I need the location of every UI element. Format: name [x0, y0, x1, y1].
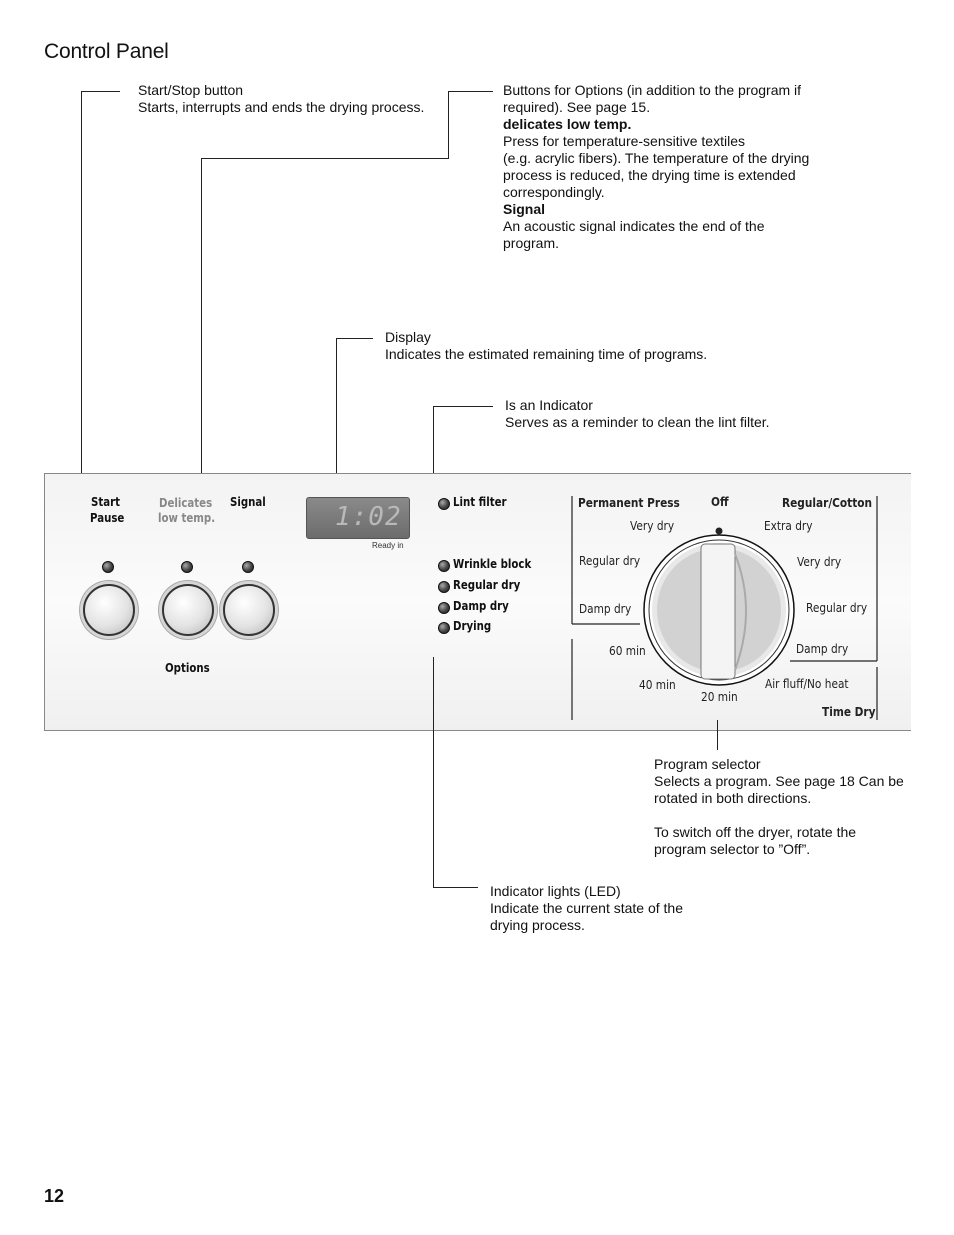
dial-60-min: 60 min: [609, 644, 646, 658]
callout-options-note: (in addition to the program if required). See page 15.: [503, 82, 802, 115]
program-selector-knob[interactable]: [644, 535, 794, 685]
callout-display-heading: Display: [385, 329, 431, 345]
dial-pp-damp-dry: Damp dry: [579, 602, 632, 616]
callout-start-stop: [138, 82, 458, 116]
callout-start-stop-heading: Start/Stop button: [138, 82, 244, 98]
dial-air-fluff: Air fluff/No heat: [765, 677, 849, 691]
dial-40-min: 40 min: [639, 678, 676, 692]
dial-regular-cotton: Regular/Cotton: [782, 496, 873, 510]
options-label: Options: [165, 661, 210, 675]
dial-permanent-press: Permanent Press: [578, 496, 680, 510]
callout-leds-heading: Indicator lights (LED): [490, 883, 621, 899]
callout-signal-text: An acoustic signal indicates the end of the program.: [503, 218, 765, 251]
dial-rc-damp-dry: Damp dry: [796, 642, 849, 656]
display-value: 1:02: [335, 502, 402, 532]
page-number: 12: [44, 1186, 65, 1206]
callout-indicator: [505, 397, 835, 431]
status-led-label: Damp dry: [453, 599, 509, 613]
start-label-2: Pause: [90, 511, 125, 525]
callout-options-heading: Buttons for Options: [503, 82, 623, 98]
callout-program-selector-heading: Program selector: [654, 756, 761, 772]
callout-display-text: Indicates the estimated remaining time of programs.: [385, 346, 708, 362]
callout-delicates-text-2: (e.g. acrylic fibers). The temperature of the drying process is reduced, the drying time is extended correspondingly.: [503, 150, 810, 200]
callout-leds-text: Indicate the current state of the drying process.: [490, 900, 684, 933]
display-sublabel: Ready in: [372, 541, 404, 550]
dial-rc-extra-dry: Extra dry: [764, 519, 813, 533]
callout-display: [385, 329, 785, 363]
dial-20-min: 20 min: [701, 690, 738, 704]
callout-delicates-heading: delicates low temp.: [503, 116, 632, 132]
delicates-label-2: low temp.: [158, 511, 216, 525]
callout-indicator-heading: Is an Indicator: [505, 397, 593, 413]
signal-label: Signal: [230, 495, 266, 509]
dial-rc-regular-dry: Regular dry: [806, 601, 868, 615]
status-led-label: Regular dry: [453, 578, 521, 592]
callout-options: [503, 82, 848, 252]
dial-time-dry: Time Dry: [822, 705, 876, 719]
lint-filter-label: Lint filter: [453, 495, 507, 509]
callout-program-selector-text-1: Selects a program. See page 18 Can be rotated in both directions.: [654, 773, 904, 806]
dial-pp-very-dry: Very dry: [630, 519, 675, 533]
control-panel: [44, 473, 911, 731]
delicates-label-1: Delicates: [159, 496, 213, 510]
callout-signal-heading: Signal: [503, 201, 546, 217]
callout-start-stop-text: Starts, interrupts and ends the drying process.: [138, 99, 425, 115]
status-led-label: Drying: [453, 619, 492, 633]
callout-program-selector-text-2: To switch off the dryer, rotate the program selector to ”Off”.: [654, 824, 857, 857]
page-title: Control Panel: [44, 40, 169, 63]
status-led-label: Wrinkle block: [453, 557, 532, 571]
callout-indicator-text: Serves as a reminder to clean the lint filter.: [505, 414, 770, 430]
callout-leds: [490, 883, 690, 934]
start-label-1: Start: [91, 495, 121, 509]
dial-rc-very-dry: Very dry: [797, 555, 842, 569]
callout-delicates-text-1: Press for temperature-sensitive textiles: [503, 133, 745, 149]
dial-off: Off: [711, 495, 729, 509]
dial-pp-regular-dry: Regular dry: [579, 554, 641, 568]
callout-program-selector: [654, 756, 909, 858]
